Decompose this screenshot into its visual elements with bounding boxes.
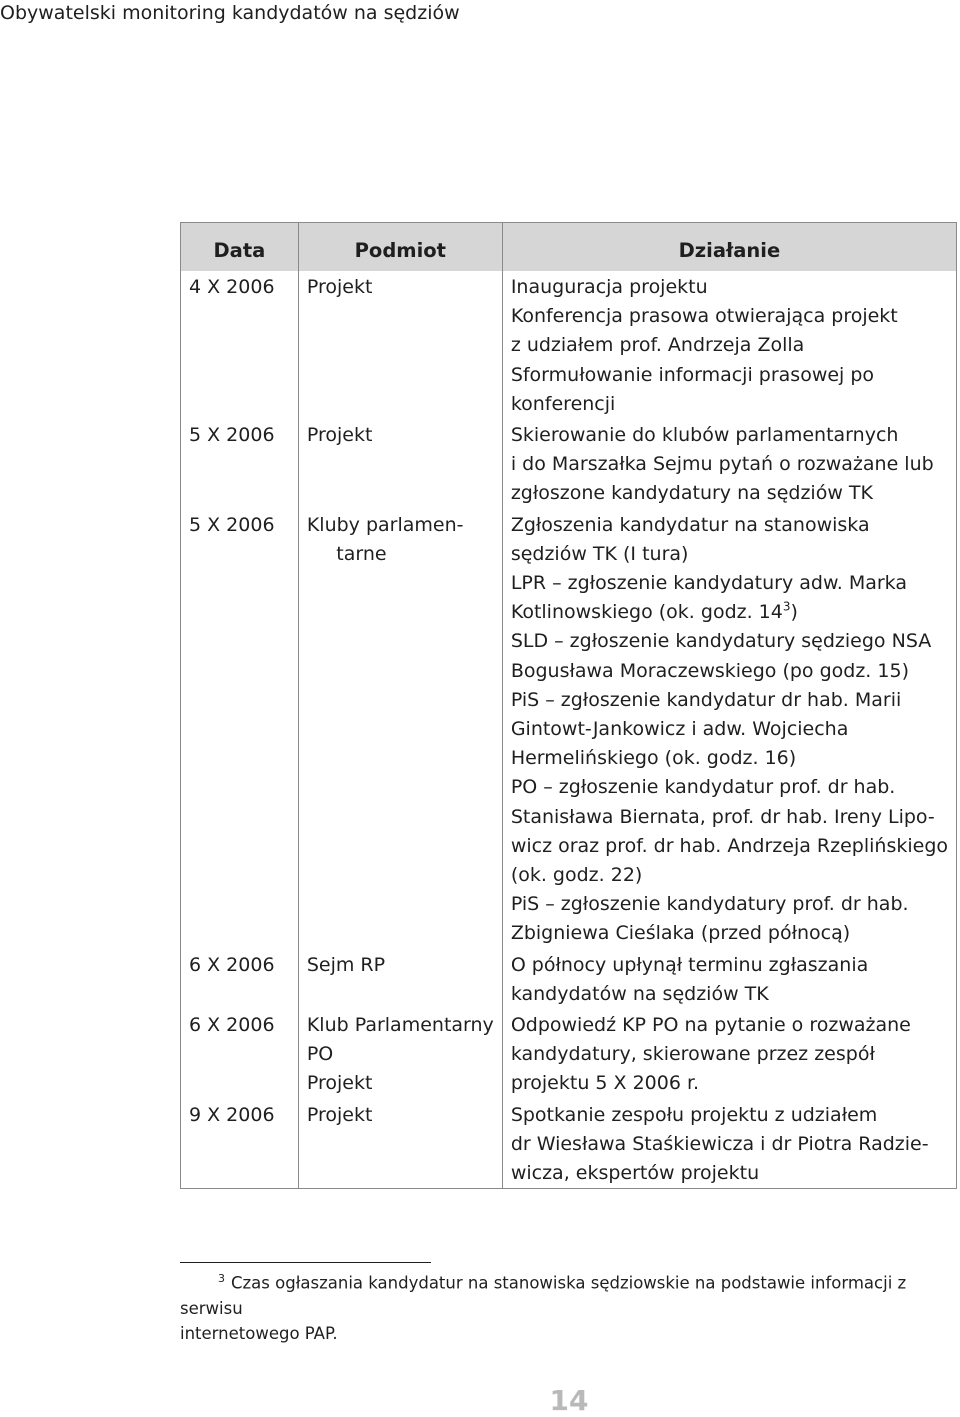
footnote-divider (180, 1262, 431, 1263)
table-row (181, 1099, 957, 1189)
column-header-subject: Podmiot (298, 223, 502, 272)
subject-line: Projekt (306, 276, 373, 298)
action-line: wicza, ekspertów projektu (510, 1162, 760, 1185)
subject-cell (298, 1009, 502, 1099)
action-cell (502, 509, 956, 949)
action-line: kandydatury, skierowane przez zespół (510, 1043, 875, 1066)
table-row (181, 271, 957, 419)
date-cell: 4 X 2006 (181, 271, 299, 419)
table-row (181, 509, 957, 949)
action-line: PO – zgłoszenie kandydatur prof. dr hab. (510, 776, 896, 799)
action-line: Bogusława Moraczewskiego (po godz. 15) (510, 659, 909, 682)
subject-line: Kluby parlamen- (306, 513, 464, 536)
subject-line: Klub Parlamentarny (306, 1014, 494, 1037)
table-header-row (181, 223, 957, 272)
action-line: wicz oraz prof. dr hab. Andrzeja Rzeplińskiego (510, 834, 948, 857)
action-line: Inauguracja projektu (510, 276, 708, 298)
action-line: (ok. godz. 22) (510, 864, 643, 887)
action-line: projektu 5 X 2006 r. (510, 1072, 700, 1095)
action-line: sędziów TK (I tura) (510, 542, 689, 565)
action-line: konferencji (510, 392, 616, 415)
timeline-table (180, 222, 957, 1189)
subject-line: Projekt (306, 424, 373, 447)
subject-cell (298, 509, 502, 949)
action-line: i do Marszałka Sejmu pytań o rozważane lub (510, 453, 934, 476)
action-line: Hermelińskiego (ok. godz. 16) (510, 747, 797, 770)
footnote-text-line2: internetowego PAP. (180, 1323, 338, 1343)
action-line (511, 598, 948, 627)
action-line: PiS – zgłoszenie kandydatur dr hab. Marii (510, 688, 902, 711)
action-line: Zgłoszenia kandydatur na stanowiska (510, 513, 870, 536)
action-line: SLD – zgłoszenie kandydatury sędziego NSA (510, 630, 932, 653)
action-text: Kotlinowskiego (ok. godz. 14 (510, 601, 783, 624)
date-cell: 5 X 2006 (181, 419, 299, 509)
footnote-reference[interactable]: 3 (782, 599, 791, 614)
action-cell (502, 1099, 956, 1189)
subject-cell (298, 1099, 502, 1189)
action-cell (502, 271, 956, 419)
action-line: Gintowt-Jankowicz i adw. Wojciecha (510, 718, 849, 741)
footnote-number: 3 (218, 1272, 225, 1285)
action-line: Odpowiedź KP PO na pytanie o rozważane (510, 1014, 911, 1037)
action-cell (502, 1009, 956, 1099)
date-cell: 6 X 2006 (181, 949, 299, 1009)
subject-line: Sejm RP (306, 953, 386, 976)
footnote (180, 1266, 960, 1346)
subject-cell (298, 271, 502, 419)
action-line: Skierowanie do klubów parlamentarnych (510, 424, 899, 447)
subject-line: tarne (336, 542, 387, 565)
action-line: Konferencja prasowa otwierająca projekt (510, 305, 898, 328)
subject-line: PO (306, 1043, 334, 1066)
action-cell (502, 419, 956, 509)
action-cell (502, 949, 956, 1009)
action-line: Sformułowanie informacji prasowej po (510, 363, 875, 386)
action-line: PiS – zgłoszenie kandydatury prof. dr hab. (510, 893, 909, 916)
action-line: Stanisława Biernata, prof. dr hab. Ireny Lipo- (510, 805, 935, 828)
subject-cell (298, 949, 502, 1009)
action-line: z udziałem prof. Andrzeja Zolla (510, 334, 805, 357)
action-line: Zbigniewa Cieślaka (przed północą) (510, 922, 851, 945)
action-line: O północy upłynął terminu zgłaszania (510, 953, 869, 976)
subject-cell (298, 419, 502, 509)
action-line: LPR – zgłoszenie kandydatury adw. Marka (510, 572, 907, 595)
footnote-text-line1: Czas ogłaszania kandydatur na stanowiska sędziowskie na podstawie informacji z serwisu (180, 1273, 907, 1318)
column-header-date: Data (181, 223, 299, 272)
running-header: Obywatelski monitoring kandydatów na sędziów (0, 2, 460, 24)
action-line: kandydatów na sędziów TK (510, 982, 769, 1005)
table-row (181, 419, 957, 509)
table-row (181, 949, 957, 1009)
date-cell: 9 X 2006 (181, 1099, 299, 1189)
action-line: dr Wiesława Staśkiewicza i dr Piotra Radzie- (510, 1132, 929, 1155)
date-cell: 6 X 2006 (181, 1009, 299, 1099)
table-row (181, 1009, 957, 1099)
date-cell: 5 X 2006 (181, 509, 299, 949)
action-text-close: ) (790, 601, 798, 624)
subject-line: Projekt (306, 1072, 373, 1095)
action-line: zgłoszone kandydatury na sędziów TK (510, 482, 873, 505)
page-number: 14 (549, 1384, 589, 1417)
action-line: Spotkanie zespołu projektu z udziałem (510, 1103, 878, 1126)
subject-line: Projekt (306, 1103, 373, 1126)
column-header-action: Działanie (502, 223, 956, 272)
